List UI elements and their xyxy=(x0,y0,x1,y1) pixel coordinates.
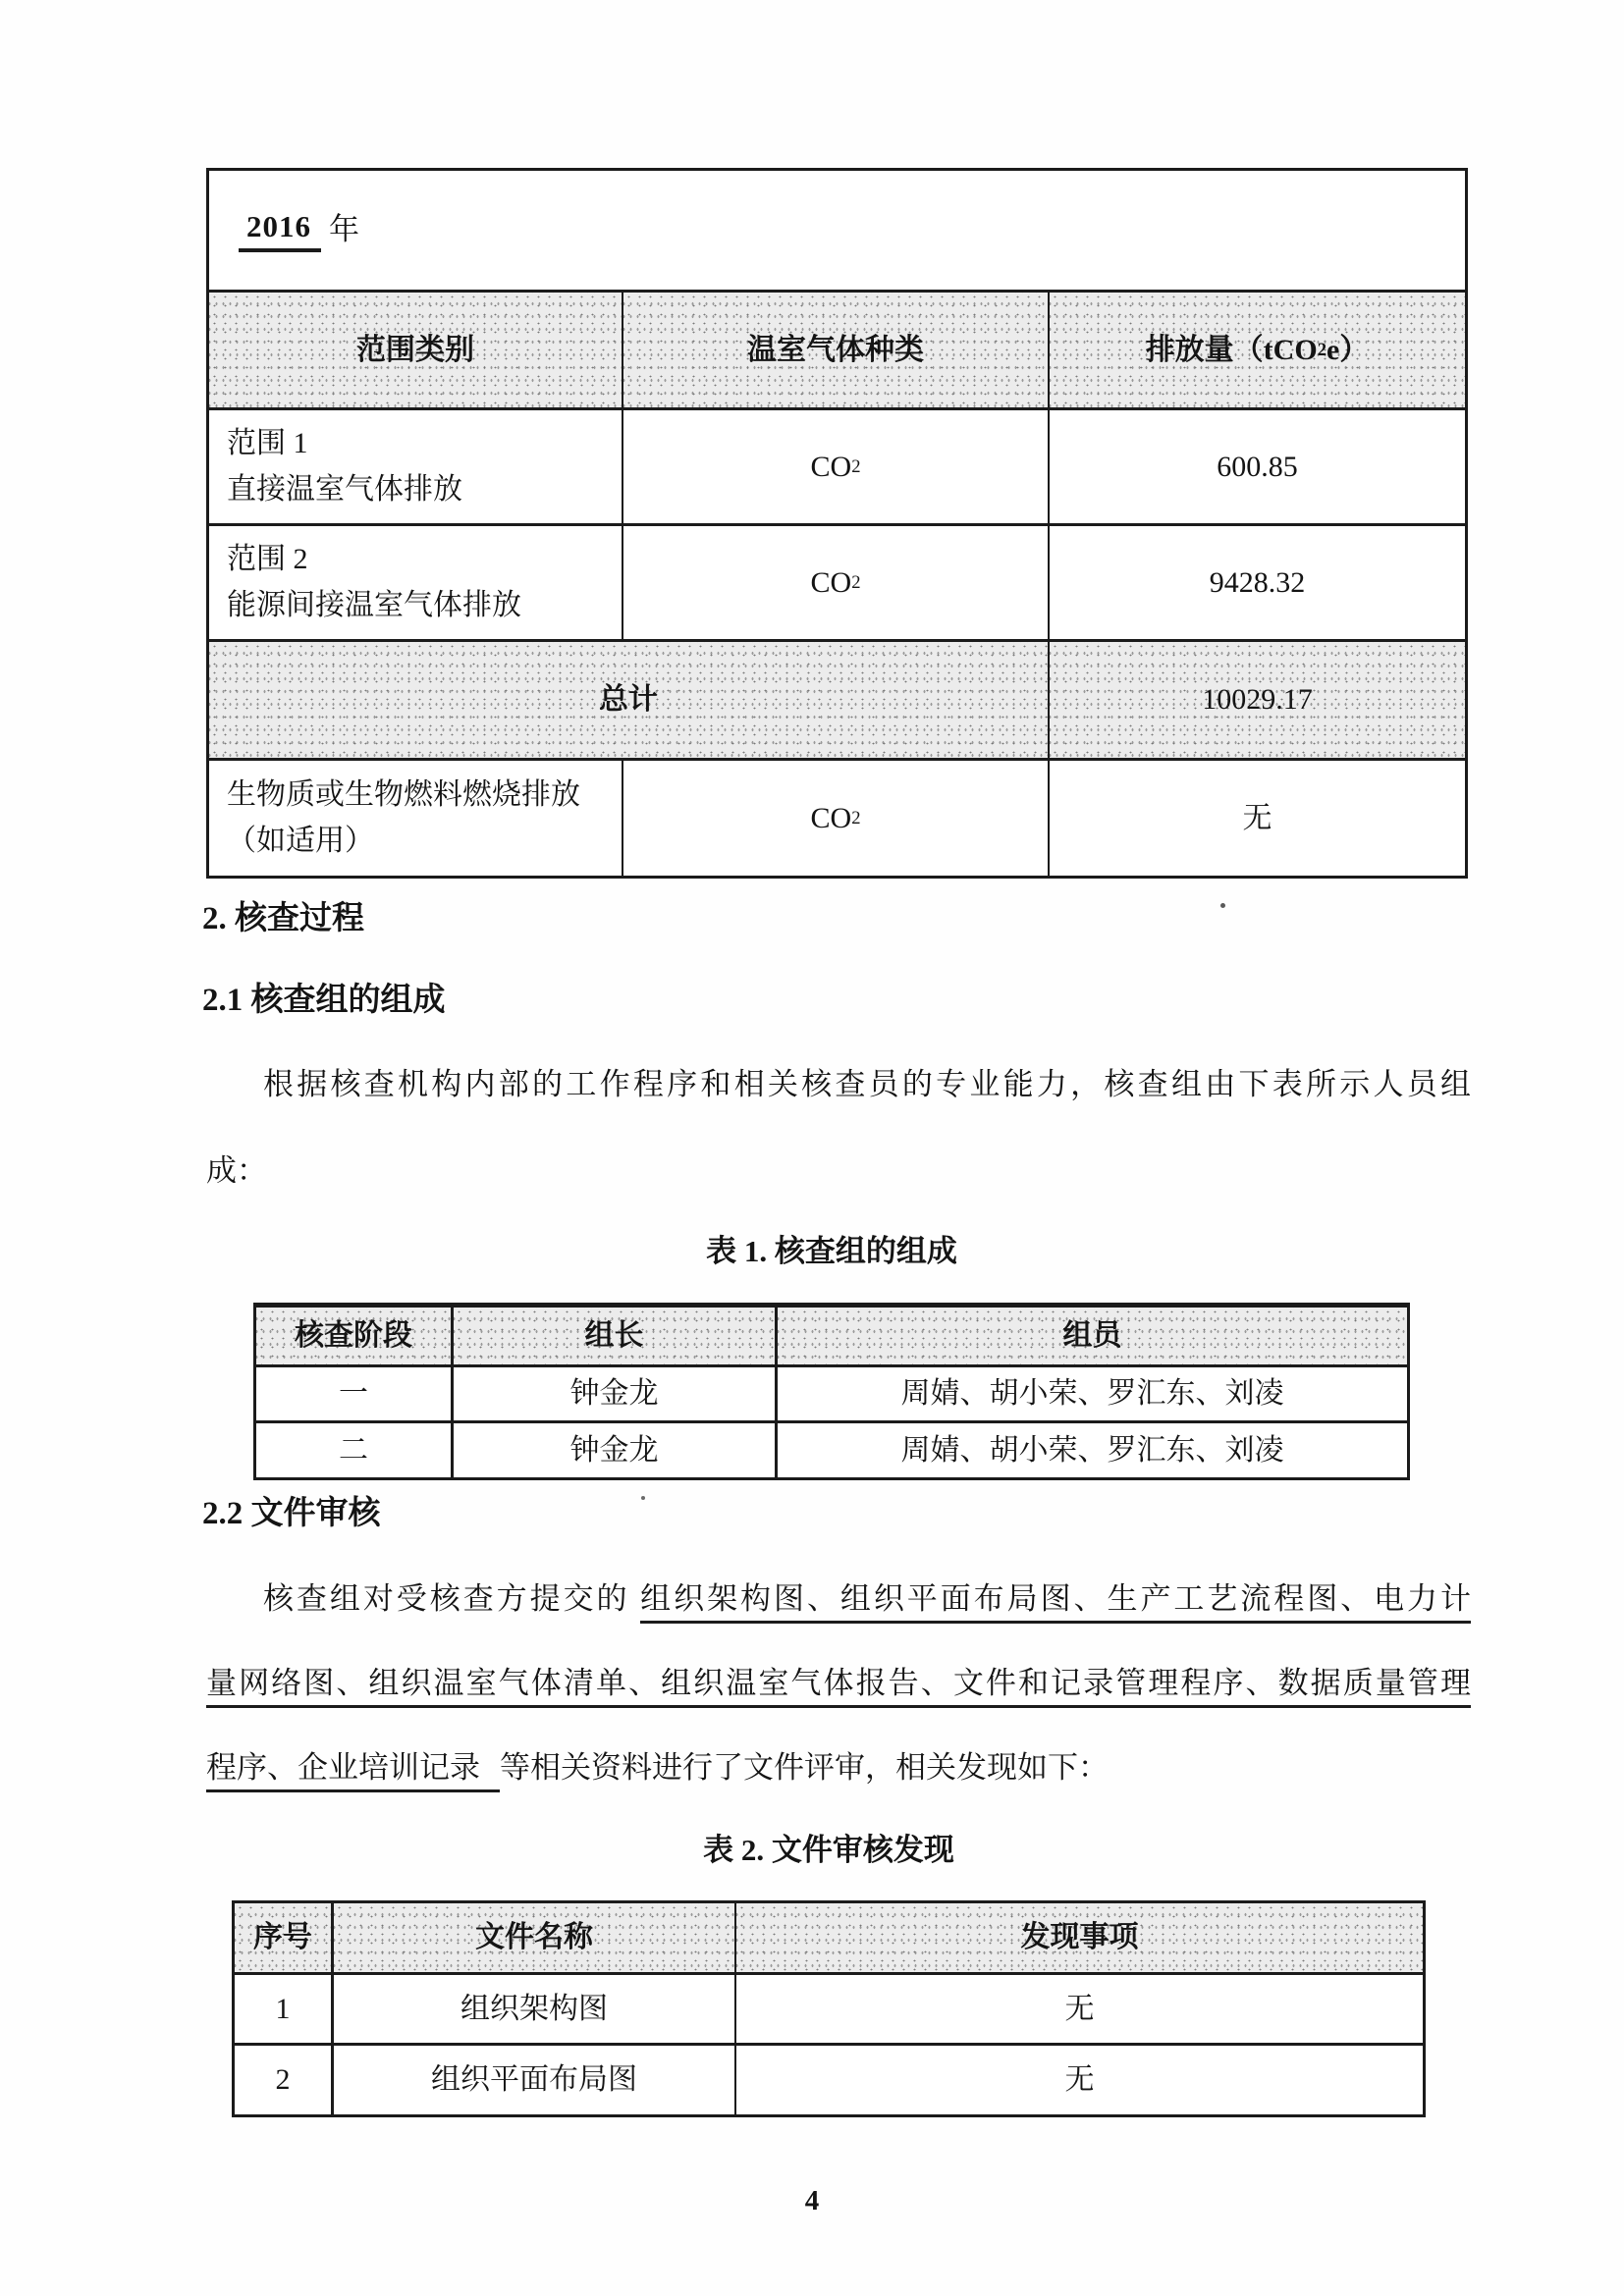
total-label: 总计 xyxy=(209,639,1048,758)
t1-header-members: 组员 xyxy=(775,1308,1407,1364)
scan-artifact xyxy=(1220,903,1225,908)
verification-team-table xyxy=(253,1303,1410,1480)
t1-row2-stage: 二 xyxy=(256,1420,451,1477)
paragraph1-line2: 成： xyxy=(206,1153,267,1188)
section-heading-2: 2. 核查过程 xyxy=(202,901,364,936)
header-gas-type: 温室气体种类 xyxy=(622,290,1048,407)
total-value: 10029.17 xyxy=(1048,639,1465,758)
t2-header-docname: 文件名称 xyxy=(331,1903,734,1972)
t1-row1-members: 周婧、胡小荣、罗汇东、刘凌 xyxy=(775,1364,1407,1420)
p2-plain1: 核查组对受核查方提交的 xyxy=(263,1581,630,1616)
paragraph2-line2 xyxy=(206,1665,1471,1703)
scope2-cell: 范围 2 能源间接温室气体排放 xyxy=(209,523,622,639)
t2-row1-finding: 无 xyxy=(734,1972,1423,2043)
t1-header-leader: 组长 xyxy=(451,1308,775,1364)
emissions-table xyxy=(206,168,1468,879)
scope2-gas: CO 2 xyxy=(622,523,1048,639)
paragraph2-line3 xyxy=(206,1749,1471,1788)
scope1-cell: 范围 1 直接温室气体排放 xyxy=(209,407,622,523)
scope1-value: 600.85 xyxy=(1048,407,1465,523)
header-emission-amount: 排放量（tCO 2 e） xyxy=(1048,290,1465,407)
scope1-gas: CO 2 xyxy=(622,407,1048,523)
section-heading-2-2: 2.2 文件审核 xyxy=(202,1496,381,1531)
paragraph1-line1: 根据核查机构内部的工作程序和相关核查员的专业能力，核查组由下表所示人员组 xyxy=(263,1067,1471,1101)
t1-header-stage: 核查阶段 xyxy=(256,1308,451,1364)
scope2-value: 9428.32 xyxy=(1048,523,1465,639)
p2-underline1: 组织架构图、组织平面布局图、生产工艺流程图、电力计 xyxy=(640,1581,1471,1624)
t1-row1-leader: 钟金龙 xyxy=(451,1364,775,1420)
t2-row1-docname: 组织架构图 xyxy=(331,1972,734,2043)
biomass-cell: 生物质或生物燃料燃烧排放 （如适用） xyxy=(209,758,622,876)
biomass-value: 无 xyxy=(1048,758,1465,876)
t2-header-no: 序号 xyxy=(235,1903,331,1972)
year-suffix: 年 xyxy=(329,212,359,247)
table2-caption: 表 2. 文件审核发现 xyxy=(703,1833,954,1867)
scan-artifact xyxy=(641,1496,645,1500)
t2-row1-no: 1 xyxy=(235,1972,331,2043)
year-row xyxy=(209,171,1465,290)
p2-underline2: 量网络图、组织温室气体清单、组织温室气体报告、文件和记录管理程序、数据质量管理 xyxy=(206,1666,1471,1708)
year-value: 2016 xyxy=(239,208,321,252)
paragraph2-line1 xyxy=(206,1580,1471,1619)
header-scope-category: 范围类别 xyxy=(209,290,622,407)
document-review-table xyxy=(232,1900,1426,2117)
biomass-gas: CO 2 xyxy=(622,758,1048,876)
t2-row2-finding: 无 xyxy=(734,2043,1423,2114)
p2-underline3: 程序、企业培训记录 xyxy=(206,1750,500,1792)
t2-header-finding: 发现事项 xyxy=(734,1903,1423,1972)
t2-row2-docname: 组织平面布局图 xyxy=(331,2043,734,2114)
t1-row2-members: 周婧、胡小荣、罗汇东、刘凌 xyxy=(775,1420,1407,1477)
section-heading-2-1: 2.1 核查组的组成 xyxy=(202,983,446,1018)
p2-plain3: 等相关资料进行了文件评审，相关发现如下： xyxy=(500,1750,1109,1785)
t1-row1-stage: 一 xyxy=(256,1364,451,1420)
t1-row2-leader: 钟金龙 xyxy=(451,1420,775,1477)
table1-caption: 表 1. 核查组的组成 xyxy=(706,1234,957,1268)
page-number: 4 xyxy=(804,2185,820,2216)
t2-row2-no: 2 xyxy=(235,2043,331,2114)
